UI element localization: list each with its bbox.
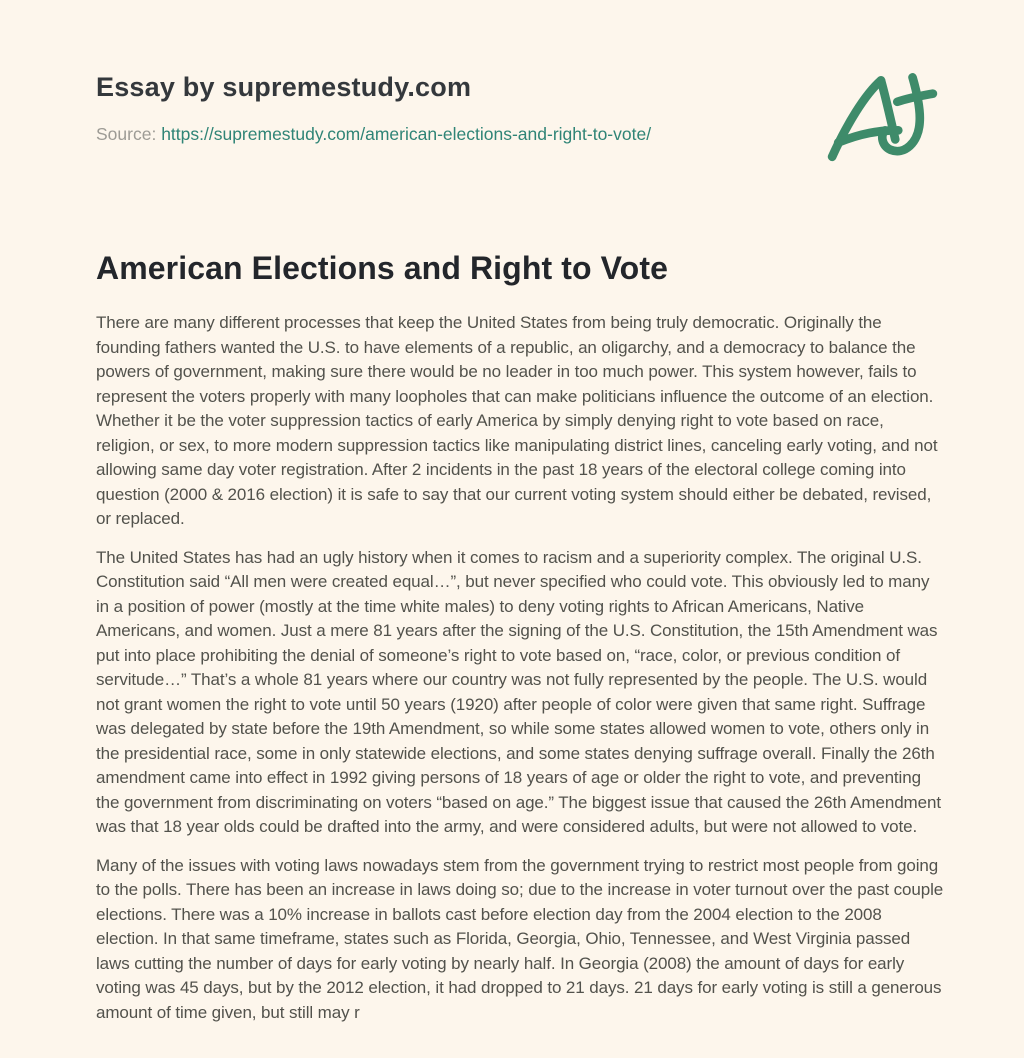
essay-title: American Elections and Right to Vote: [96, 250, 668, 286]
source-line: [96, 124, 651, 145]
essay-paragraph-1: There are many different processes that keep the United States from being truly democratic. Originally the founding fathers wanted the U.S. to have elements of a republic, an oligarchy, and a democracy to balance the powers of government, making sure there would be no leader in too much power. This system however, fails to represent the voters properly with many loopholes that can make politicians influence the outcome of an election. Whether it be the voter suppression tactics of early America by simply denying right to vote based on race, religion, or sex, to more modern suppression tactics like manipulating district lines, canceling early voting, and not allowing same day voter registration. After 2 incidents in the past 18 years of the electoral college coming into question (2000 & 2016 election) it is safe to say that our current voting system should either be debated, revised, or replaced.: [96, 313, 938, 528]
essay-body: [96, 311, 944, 1039]
source-label: Source:: [96, 124, 157, 144]
essay-paragraph-2: The United States has had an ugly history when it comes to racism and a superiority complex. The original U.S. Constitution said “All men were created equal…”, but never specified who could vote. This obviously led to many in a position of power (mostly at the time white males) to deny voting rights to African Americans, Native Americans, and women. Just a mere 81 years after the signing of the U.S. Constitution, the 15th Amendment was put into place prohibiting the denial of someone’s right to vote based on, “race, color, or previous condition of servitude…” That’s a whole 81 years where our country was not fully represented by the people. The U.S. would not grant women the right to vote until 50 years (1920) after people of color were given that same right. Suffrage was delegated by state before the 19th Amendment, so while some states allowed women to vote, others only in the presidential race, some in only statewide elections, and some states denying suffrage overall. Finally the 26th amendment came into effect in 1992 giving persons of 18 years of age or older the right to vote, and preventing the government from discriminating on voters “based on age.” The biggest issue that caused the 26th Amendment was that 18 year olds could be drafted into the army, and were considered adults, but were not allowed to vote.: [96, 547, 941, 836]
site-header-title: Essay by supremestudy.com: [96, 72, 472, 102]
a-plus-logo-icon: [826, 64, 938, 162]
essay-paragraph-3: Many of the issues with voting laws nowadays stem from the government trying to restrict most people from going to the polls. There has been an increase in laws doing so; due to the increase in voter turnout over the past couple elections. There was a 10% increase in ballots cast before election day from the 2004 election to the 2008 election. In that same timeframe, states such as Florida, Georgia, Ohio, Tennessee, and West Virginia passed laws cutting the number of days for early voting by nearly half. In Georgia (2008) the amount of days for early voting was 45 days, but by the 2012 election, it had dropped to 21 days. 21 days for early voting is still a generous amount of time given, but still may r: [96, 855, 944, 1022]
source-url-link[interactable]: https://supremestudy.com/american-elections-and-right-to-vote/: [161, 124, 652, 144]
